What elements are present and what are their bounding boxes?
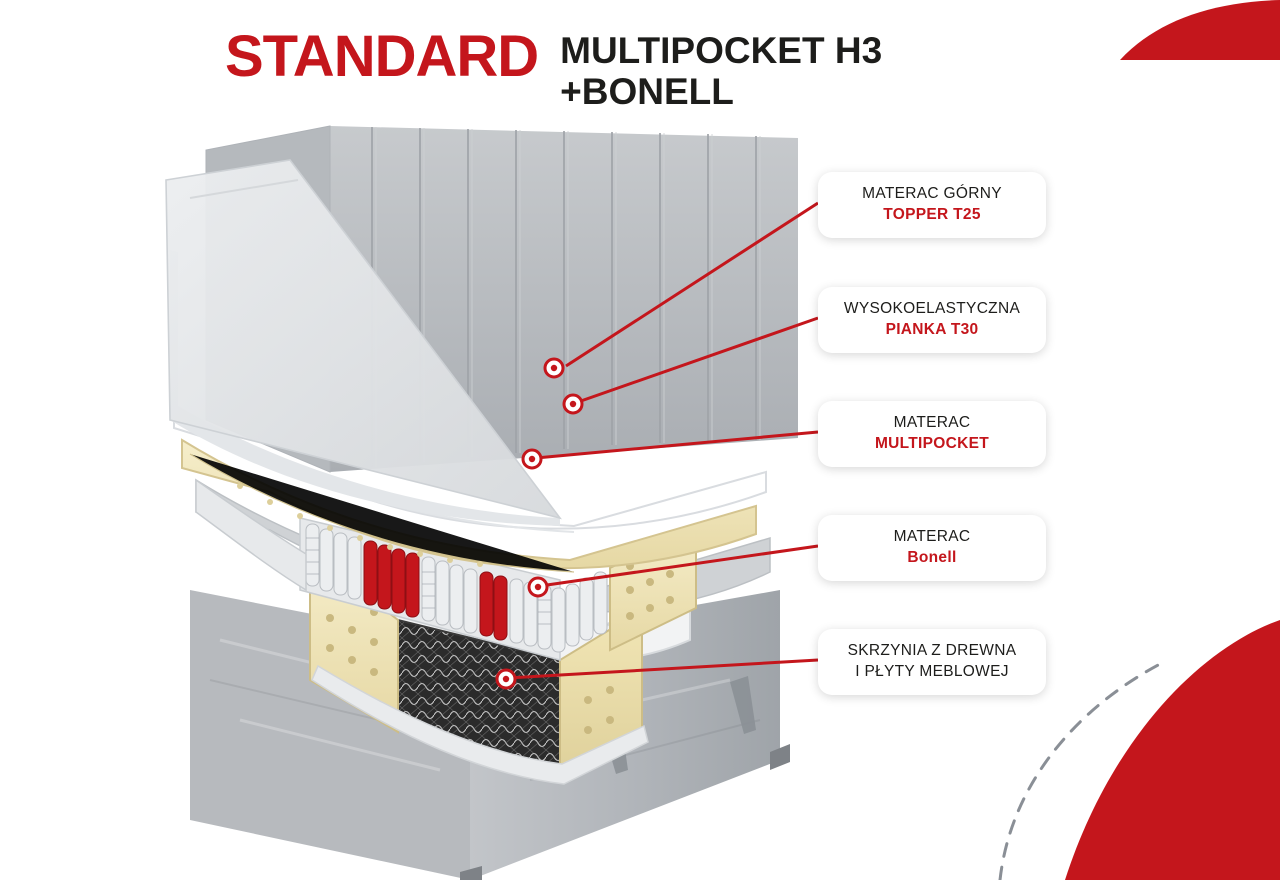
callout-topper <box>818 172 1046 238</box>
callout-multipocket <box>818 401 1046 467</box>
callout-foam-line2: PIANKA T30 <box>885 320 979 338</box>
callout-box <box>818 629 1046 695</box>
callout-multipocket-line2: MULTIPOCKET <box>874 434 990 452</box>
callout-box-line2: I PŁYTY MEBLOWEJ <box>855 662 1009 680</box>
callout-bonell-line1: MATERAC <box>893 528 971 545</box>
title-sub <box>560 30 882 113</box>
callout-foam-line1: WYSOKOELASTYCZNA <box>843 300 1021 317</box>
callout-foam <box>818 287 1046 353</box>
callout-bonell-line2: Bonell <box>907 548 957 566</box>
title-main: STANDARD <box>225 24 539 89</box>
callout-topper-line1: MATERAC GÓRNY <box>862 185 1002 202</box>
callout-topper-line2: TOPPER T25 <box>883 205 981 223</box>
page-title <box>225 24 1085 118</box>
callout-bonell <box>818 515 1046 581</box>
callout-box-line1: SKRZYNIA Z DREWNA <box>847 642 1017 659</box>
bed-cutaway-illustration <box>130 120 830 880</box>
title-sub-line1: MULTIPOCKET H3 <box>560 30 883 71</box>
title-sub-line2: +BONELL <box>560 71 734 113</box>
callout-multipocket-line1: MATERAC <box>893 414 971 431</box>
